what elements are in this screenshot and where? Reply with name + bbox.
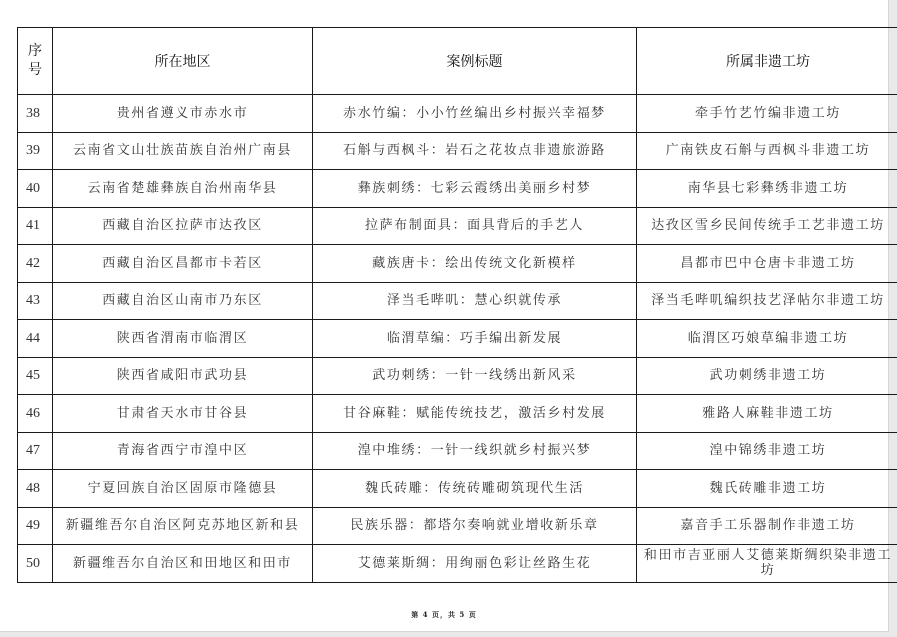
table-row — [18, 507, 897, 545]
cell-case-title: 临渭草编：巧手编出新发展 — [313, 320, 637, 358]
table-row — [18, 395, 897, 433]
cell-workshop: 南华县七彩彝绣非遗工坊 — [637, 170, 897, 208]
cell-region: 新疆维吾尔自治区和田地区和田市 — [53, 545, 313, 583]
cell-serial-number: 44 — [18, 320, 53, 358]
cell-serial-number: 41 — [18, 207, 53, 245]
cell-workshop: 牵手竹艺竹编非遗工坊 — [637, 95, 897, 133]
cell-workshop: 和田市吉亚丽人艾德莱斯绸织染非遗工坊 — [637, 545, 897, 583]
cell-serial-number: 39 — [18, 132, 53, 170]
cell-region: 西藏自治区山南市乃东区 — [53, 282, 313, 320]
cell-region: 贵州省遵义市赤水市 — [53, 95, 313, 133]
table-row — [18, 170, 897, 208]
cell-serial-number: 47 — [18, 432, 53, 470]
table-row — [18, 320, 897, 358]
cell-serial-number: 49 — [18, 507, 53, 545]
table-row — [18, 545, 897, 583]
header-workshop: 所属非遗工坊 — [637, 28, 897, 95]
header-serial-number — [18, 28, 53, 95]
cell-case-title: 湟中堆绣：一针一线织就乡村振兴梦 — [313, 432, 637, 470]
cell-workshop: 雅路人麻鞋非遗工坊 — [637, 395, 897, 433]
table-row — [18, 357, 897, 395]
table-header-row — [18, 28, 897, 95]
cell-workshop: 武功刺绣非遗工坊 — [637, 357, 897, 395]
cell-region: 甘肃省天水市甘谷县 — [53, 395, 313, 433]
cell-case-title: 石斛与西枫斗：岩石之花妆点非遗旅游路 — [313, 132, 637, 170]
cell-case-title: 民族乐器：都塔尔奏响就业增收新乐章 — [313, 507, 637, 545]
header-serial-line2: 号 — [28, 62, 42, 78]
cell-workshop: 魏氏砖雕非遗工坊 — [637, 470, 897, 508]
cell-case-title: 泽当毛哔叽：慧心织就传承 — [313, 282, 637, 320]
cell-region: 青海省西宁市湟中区 — [53, 432, 313, 470]
cell-serial-number: 50 — [18, 545, 53, 583]
cell-region: 陕西省渭南市临渭区 — [53, 320, 313, 358]
cell-workshop: 临渭区巧娘草编非遗工坊 — [637, 320, 897, 358]
cell-serial-number: 48 — [18, 470, 53, 508]
cell-case-title: 魏氏砖雕：传统砖雕砌筑现代生活 — [313, 470, 637, 508]
cell-case-title: 甘谷麻鞋：赋能传统技艺，激活乡村发展 — [313, 395, 637, 433]
cell-case-title: 艾德莱斯绸：用绚丽色彩让丝路生花 — [313, 545, 637, 583]
table-row — [18, 282, 897, 320]
table-row — [18, 470, 897, 508]
table-row — [18, 95, 897, 133]
cell-case-title: 武功刺绣：一针一线绣出新风采 — [313, 357, 637, 395]
cell-region: 宁夏回族自治区固原市隆德县 — [53, 470, 313, 508]
cell-region: 西藏自治区昌都市卡若区 — [53, 245, 313, 283]
header-region: 所在地区 — [53, 28, 313, 95]
header-serial-line1: 序 — [28, 43, 42, 59]
cell-workshop: 湟中锦绣非遗工坊 — [637, 432, 897, 470]
cell-region: 云南省楚雄彝族自治州南华县 — [53, 170, 313, 208]
cell-serial-number: 40 — [18, 170, 53, 208]
cell-case-title: 藏族唐卡：绘出传统文化新模样 — [313, 245, 637, 283]
cell-serial-number: 46 — [18, 395, 53, 433]
cell-serial-number: 38 — [18, 95, 53, 133]
table-row — [18, 432, 897, 470]
table-row — [18, 132, 897, 170]
table-row — [18, 245, 897, 283]
cell-workshop: 昌都市巴中仓唐卡非遗工坊 — [637, 245, 897, 283]
cell-workshop: 嘉音手工乐器制作非遗工坊 — [637, 507, 897, 545]
table-row — [18, 207, 897, 245]
cell-workshop: 达孜区雪乡民间传统手工艺非遗工坊 — [637, 207, 897, 245]
cell-region: 西藏自治区拉萨市达孜区 — [53, 207, 313, 245]
cell-workshop: 广南铁皮石斛与西枫斗非遗工坊 — [637, 132, 897, 170]
cell-serial-number: 43 — [18, 282, 53, 320]
cell-case-title: 赤水竹编：小小竹丝编出乡村振兴幸福梦 — [313, 95, 637, 133]
page-number-footer: 第 4 页，共 5 页 — [411, 610, 477, 619]
header-case-title: 案例标题 — [313, 28, 637, 95]
cell-serial-number: 42 — [18, 245, 53, 283]
cell-region: 陕西省咸阳市武功县 — [53, 357, 313, 395]
cell-region: 新疆维吾尔自治区阿克苏地区新和县 — [53, 507, 313, 545]
cell-case-title: 彝族刺绣：七彩云霞绣出美丽乡村梦 — [313, 170, 637, 208]
cell-case-title: 拉萨布制面具：面具背后的手艺人 — [313, 207, 637, 245]
cell-serial-number: 45 — [18, 357, 53, 395]
heritage-workshop-table — [17, 27, 897, 583]
cell-region: 云南省文山壮族苗族自治州广南县 — [53, 132, 313, 170]
cell-workshop: 泽当毛哔叽编织技艺泽帖尔非遗工坊 — [637, 282, 897, 320]
